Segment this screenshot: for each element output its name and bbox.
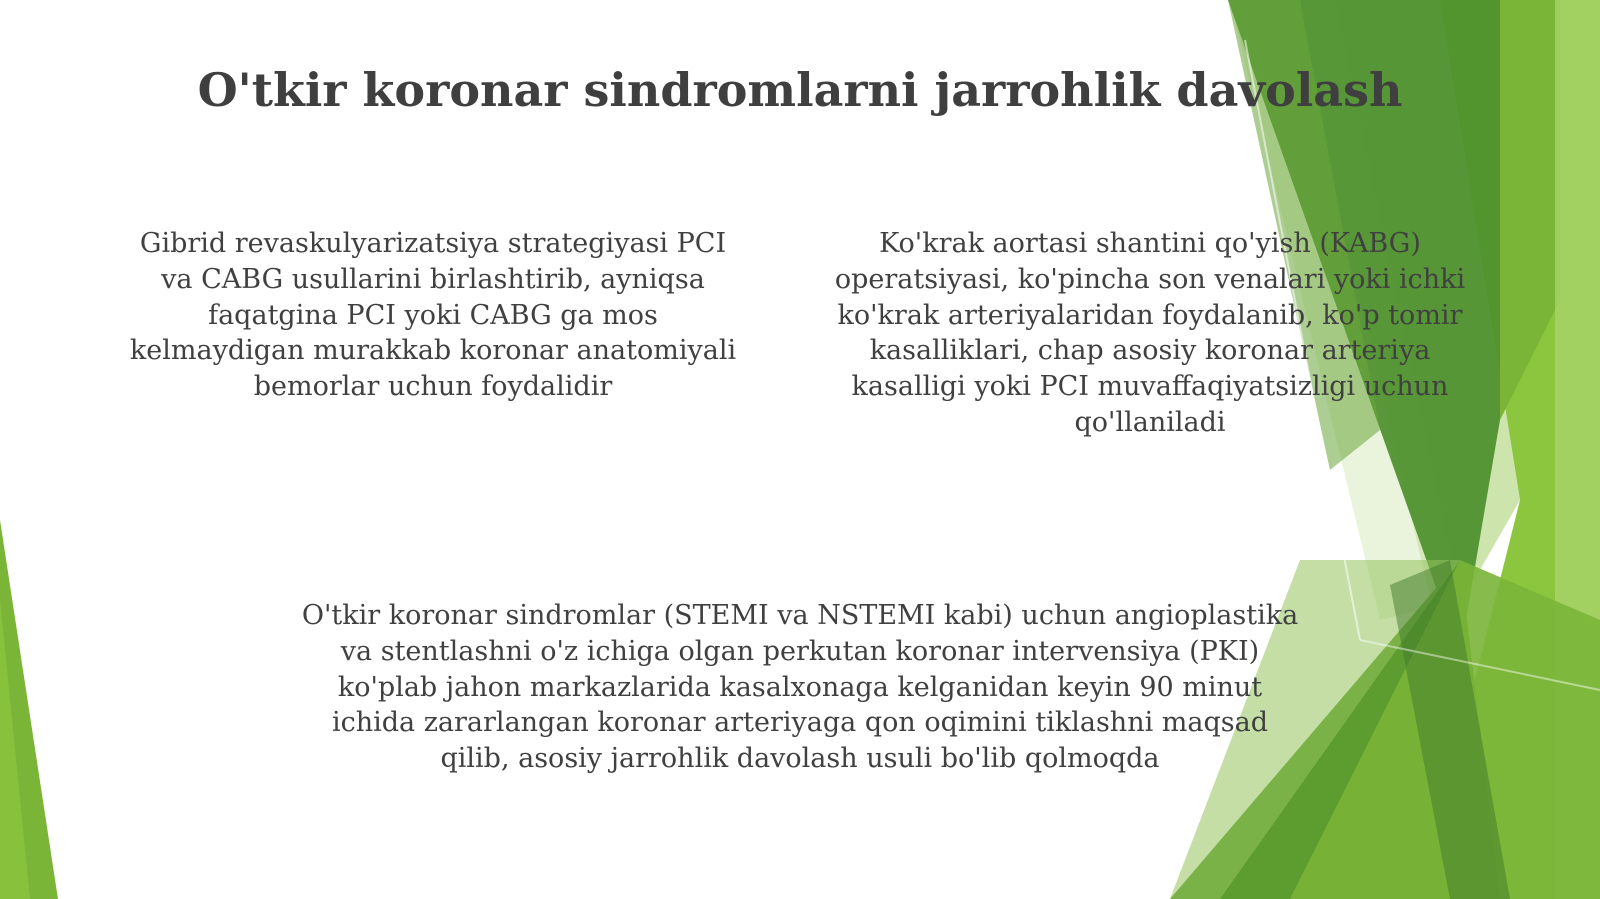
cabg-text: Ko'krak aortasi shantini qo'yish (KABG) operatsiyasi, ko'pincha son venalari yoki ichki ko'krak arteriyalaridan foydalanib, ko'p tomir kasalliklari, chap asosiy koronar arteriya kasalligi yoki PCI muvaffaqiyatsizligi uchun qo'llaniladi: [834, 228, 1466, 438]
pci-text: O'tkir koronar sindromlar (STEMI va NSTEMI kabi) uchun angioplastika va stentlashni o'z ichiga olgan perkutan koronar intervensiya (PKI) ko'plab jahon markazlarida kasalxonaga kelganidan keyin 90 minut ichida zararlangan koronar arteriyaga qon oqimini tiklashni maqsad qilib, asosiy jarrohlik davolash usuli bo'lib qolmoqda: [301, 600, 1299, 775]
slide-title: O'tkir koronar sindromlarni jarrohlik davolash: [197, 63, 1403, 117]
hybrid-revascularization-text: Gibrid revaskulyarizatsiya strategiyasi PCI va CABG usullarini birlashtirib, ayniqsa faqatgina PCI yoki CABG ga mos kelmaydigan murakkab koronar anatomiyali bemorlar uchun foydalidir: [129, 228, 737, 403]
